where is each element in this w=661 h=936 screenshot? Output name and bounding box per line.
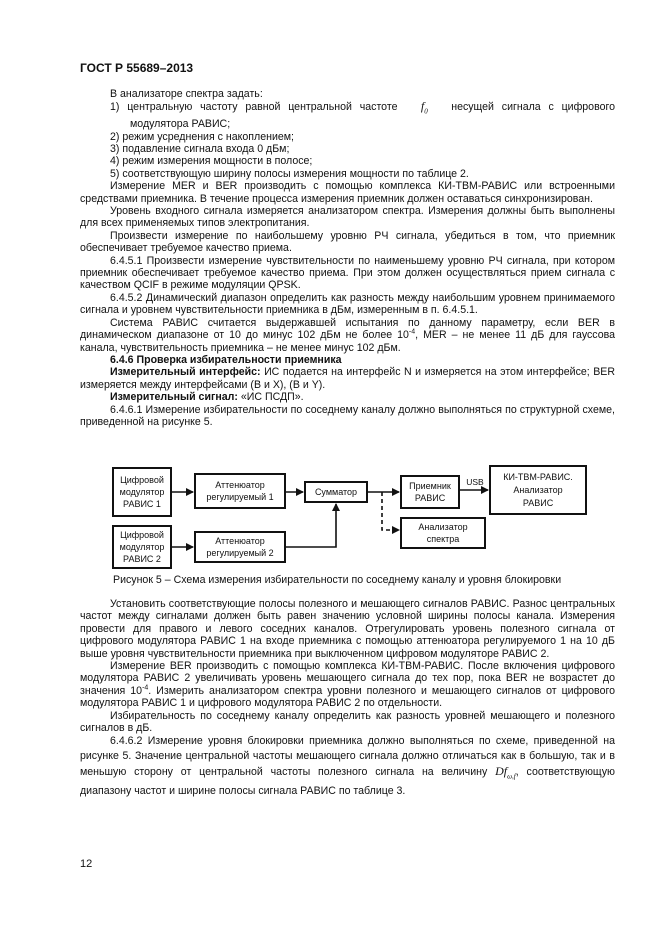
paragraph: 6.4.6.2 Измерение уровня блокировки приемника должно выполняться по схеме, приведенной на рисунке 5. Значение центральной частоты мешающего сигнала должно отличаться как в большую, так и в меньшую сторону от центральной частоты полезного сигнала на величину $Df_{\omega,f}$, соответствующую диапазону частот и ширине полосы сигнала РАВИС по таблице 3. [80,735,615,797]
spectrum-analyzer-label: Анализатор [418,522,468,532]
modulator-1-label: РАВИС 1 [123,499,161,509]
text-block-top [80,88,615,428]
page-number: 12 [80,858,93,870]
paragraph: 6.4.5.2 Динамический диапазон определить как разность между наибольшим уровнем принимаемого сигнала и уровнем чувствительности приемника в дБм, измеренным в п. 6.4.5.1. [80,291,615,317]
arrow-dashed-sa [382,492,399,530]
list-item-5: 5) соответствующую ширину полосы измерения мощности по таблице 2. [110,167,469,180]
list-item-1-cont: модулятора РАВИС; [130,118,231,131]
section-heading: 6.4.6 Проверка избирательности приемника [110,353,342,366]
modulator-1-label: модулятор [119,487,165,497]
attenuator-1-label: регулируемый 1 [206,492,274,502]
paragraph: 6.4.5.1 Произвести измерение чувствительности по наименьшему уровню РЧ сигнала, при котором приемник обеспечивает требуемое качество приема. При этом должен осуществляться прием сигнала с качеством QCIF в режиме модуляции QPSK. [80,254,615,292]
receiver-label: РАВИС [414,493,446,503]
ki-tvm-label: РАВИС [522,498,554,508]
paragraph: Уровень входного сигнала измеряется анализатором спектра. Измерения должны быть выполнены для всех применяемых типов электропитания. [80,205,615,230]
text-block-bottom [80,598,615,798]
spectrum-analyzer-label: спектра [426,534,460,544]
attenuator-2-label: регулируемый 2 [206,548,274,558]
ki-tvm-label: КИ-ТВМ-РАВИС. [503,472,573,482]
usb-label: USB [466,477,484,487]
list-intro: В анализаторе спектра задать: [110,88,263,100]
summator-label: Сумматор [314,487,358,497]
list-item-2: 2) режим усреднения с накоплением; [110,130,294,143]
list-item-1: 1) центральную частоту равной центральной частоте $f_0$ несущей сигнала с цифрового [110,99,616,116]
modulator-2-label: РАВИС 2 [123,554,161,564]
figure-caption: Рисунок 5 – Схема измерения избирательности по соседнему каналу и уровня блокировки [113,574,562,586]
paragraph: Измерительный интерфейс: ИС подается на интерфейс N и измеряется на этом интерфейсе; BER измеряется между интерфейсами (B и X), (B и Y). [80,366,615,391]
paragraph: Измерение BER производить с помощью комплекса КИ-ТВМ-РАВИС. После включения цифрового модулятора РАВИС 2 увеличивать уровень мешающего сигнала до тех пор, пока BER не возрастет до значения $10^{-4}$. Измерить анализатором спектра уровни полезного и мешающего сигналов от цифрового модулятора РАВИС 1 и цифрового модулятора РАВИС 2 по отдельности. [80,660,615,710]
paragraph: 6.4.6.1 Измерение избирательности по соседнему каналу должно выполняться по структурной схеме, приведенной на рисунке 5. [80,403,615,428]
block-diagram [80,458,620,574]
symbol-delta-f: $Df_{\omega,f}$ [495,763,516,781]
modulator-2-label: Цифровой [120,530,164,540]
document-header: ГОСТ Р 55689–2013 [80,61,194,75]
ki-tvm-label: Анализатор [513,485,563,495]
paragraph: Установить соответствующие полосы полезного и мешающего сигналов РАВИС. Разнос центральных частот между сигналами должен быть равен значению условной ширины полосы канала. Измерения провести для правого и левого соседних каналов. Отрегулировать уровень полезного сигнала от цифрового модулятора РАВИС 1 на входе приемника с помощью аттенюатора регулируемого 1 на 10 дБ выше уровня чувствительности приемника при выключенном цифровом модуляторе РАВИС 2. [80,598,615,660]
attenuator-2-label: Аттенюатор [215,536,265,546]
attenuator-1-label: Аттенюатор [215,480,265,490]
modulator-1-label: Цифровой [120,475,164,485]
modulator-2-label: модулятор [119,542,165,552]
paragraph: Измерение MER и BER производить с помощью комплекса КИ-ТВМ-РАВИС или встроенными средствами приемника. В течение процесса измерения приемник должен оставаться синхронизирован. [80,180,615,205]
list-item-3: 3) подавление сигнала входа 0 дБм; [110,143,290,156]
receiver-label: Приемник [409,481,451,491]
arrow-att2-sum [285,504,336,547]
paragraph: Избирательность по соседнему каналу определить как разность уровней мешающего и полезного сигналов в дБ. [80,709,615,735]
paragraph: Измерительный сигнал: «ИС ПСДП». [110,391,304,404]
paragraph: Система РАВИС считается выдержавшей испытания по данному параметру, если BER в динамическом диапазоне от 10 до минус 102 дБм не более $10^{-4}$, MER – не менее 11 дБ для гауссова канала, чувствительность приемника – не менее минус 102 дБм. [80,316,615,354]
symbol-f0: $f_0$ [420,99,428,116]
list-item-4: 4) режим измерения мощности в полосе; [110,155,313,168]
paragraph: Произвести измерение по наибольшему уровню РЧ сигнала, убедиться в том, что приемник обеспечивает требуемое качество приема. [80,229,615,255]
